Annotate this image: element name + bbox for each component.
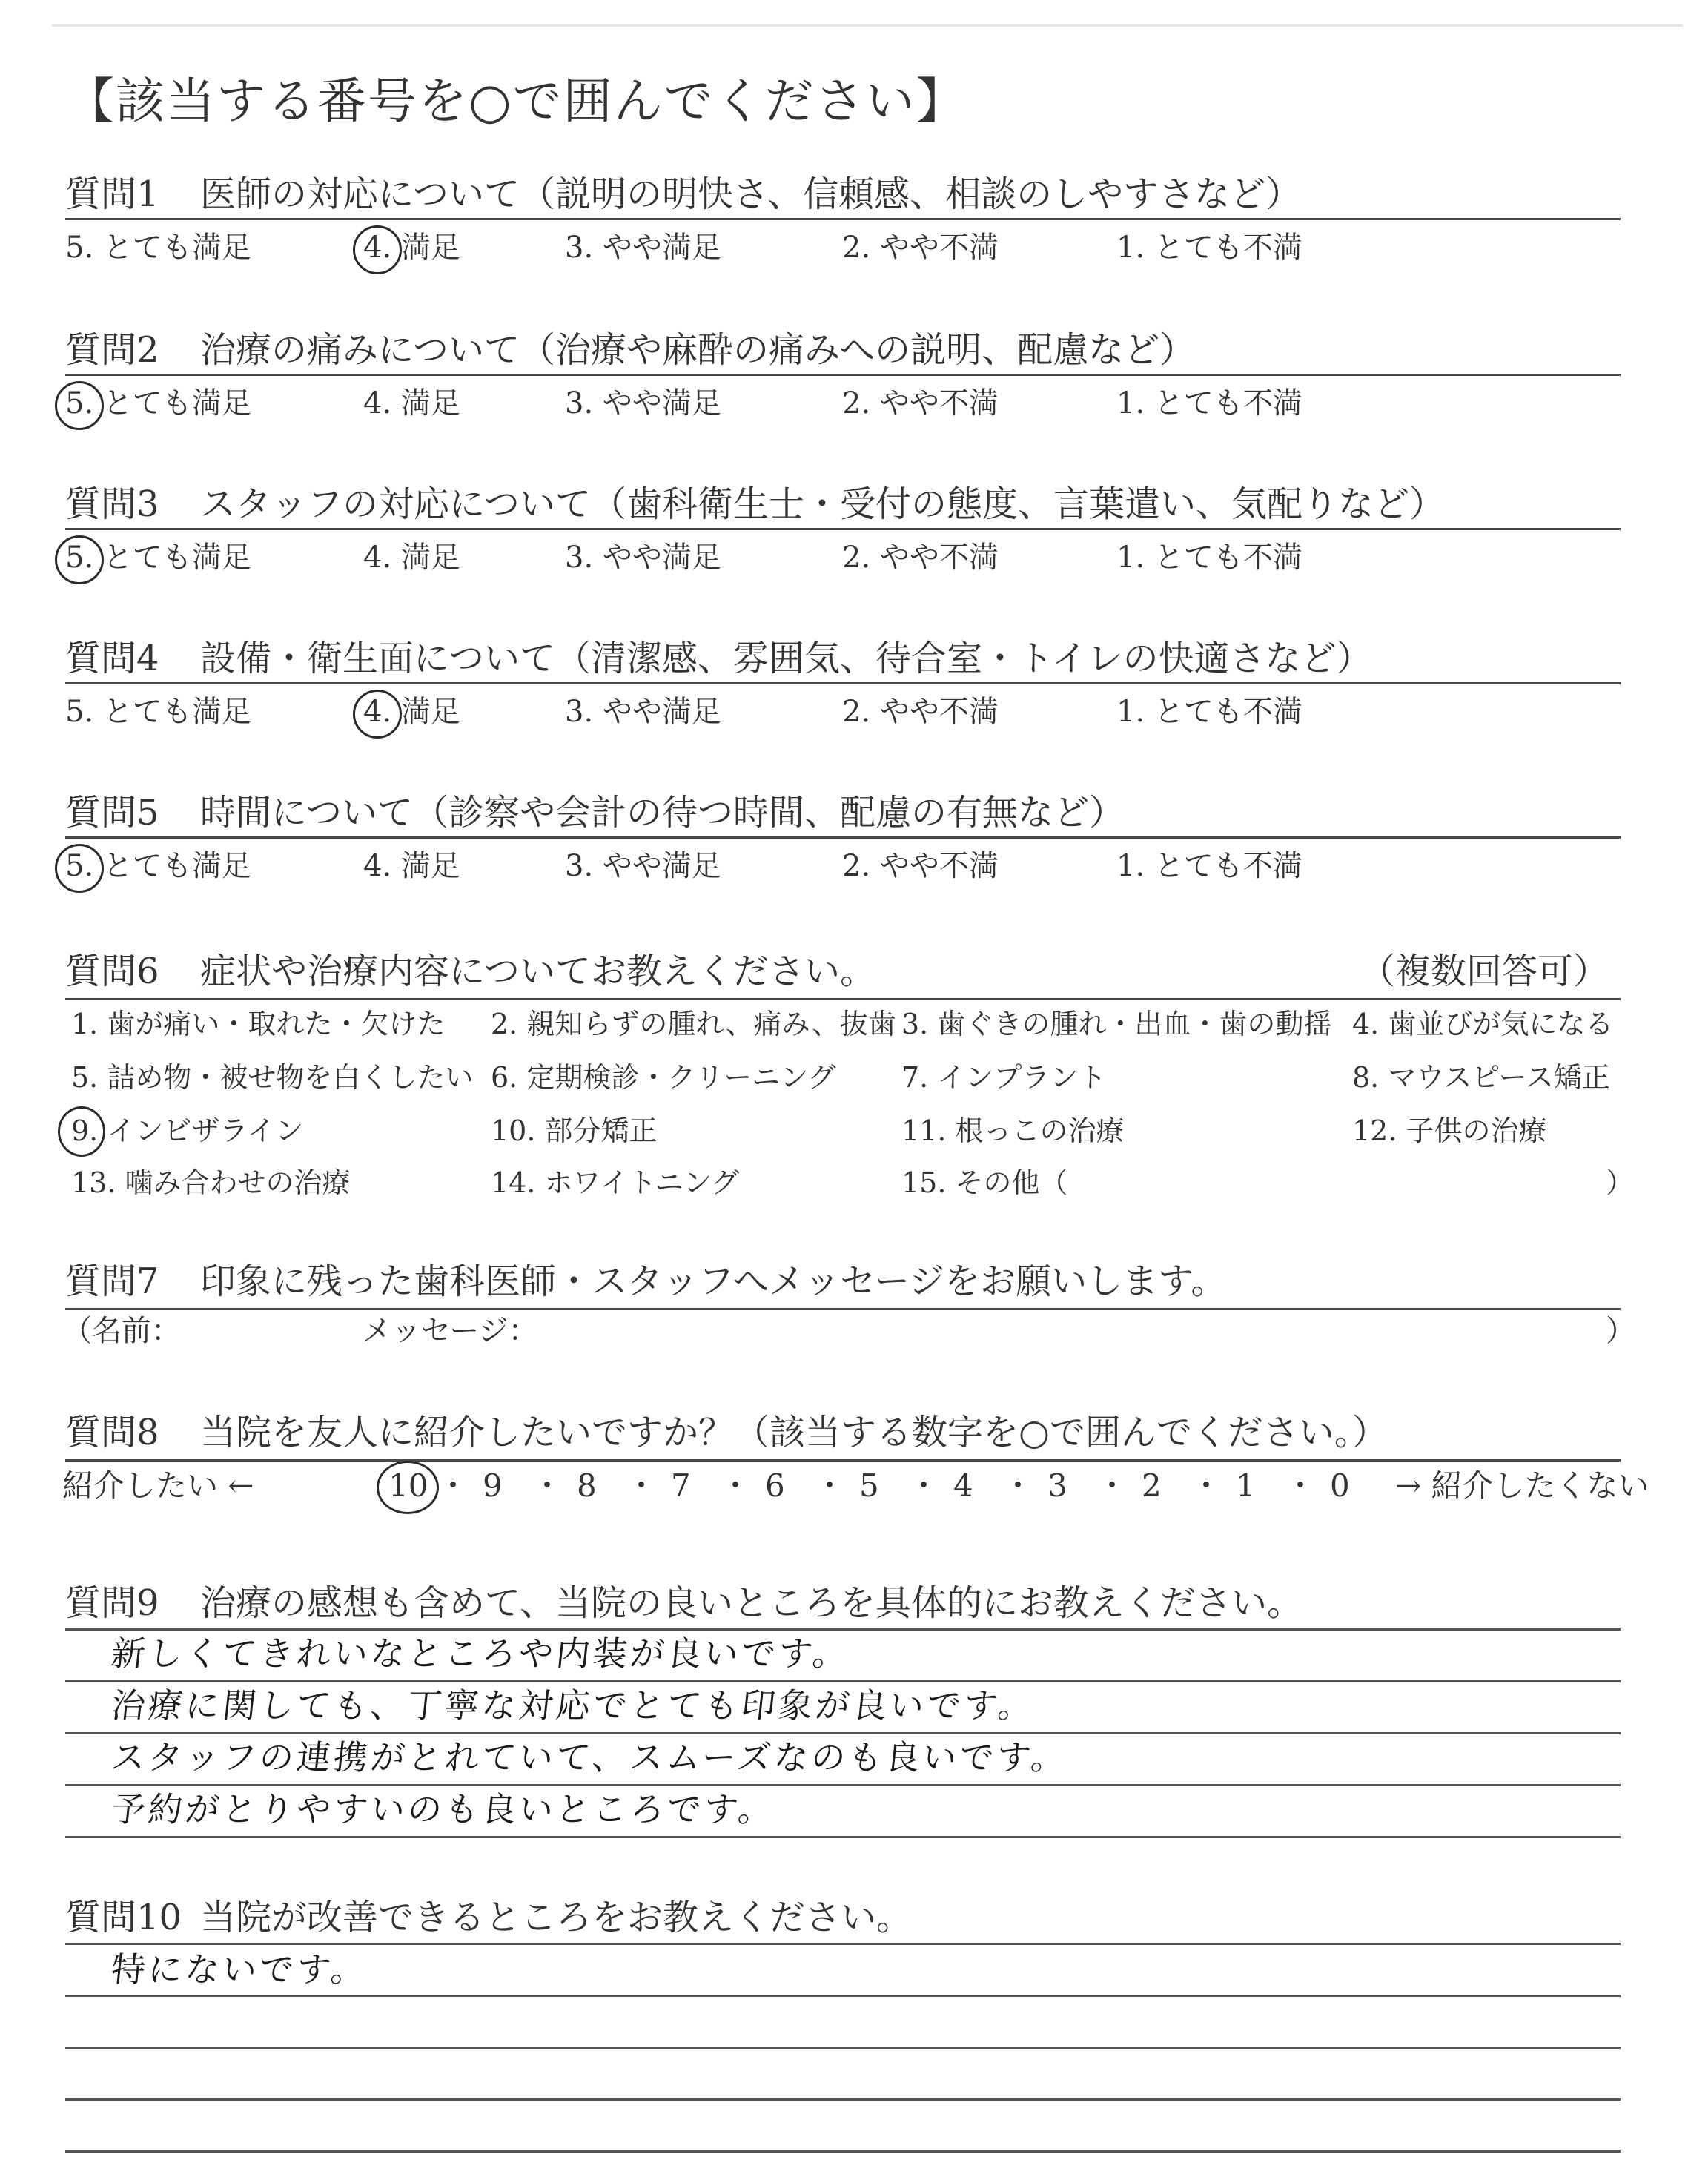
question-text: スタッフの対応について（歯科衛生士・受付の態度、言葉遣い、気配りなど） bbox=[200, 483, 1446, 525]
question-7-rule bbox=[65, 1308, 1621, 1310]
question-number: 質問4 bbox=[65, 638, 159, 679]
rating-option: 4. 満足 bbox=[363, 231, 460, 265]
symptom-option: 14. ホワイトニング bbox=[491, 1166, 740, 1199]
scale-separator: ・ bbox=[437, 1467, 469, 1504]
handwritten-answer: 特にないです。 bbox=[109, 1949, 371, 1989]
scale-value: 7 bbox=[671, 1467, 691, 1504]
rating-option: 2. やや不満 bbox=[842, 231, 999, 265]
symptom-option: 1. 歯が痛い・取れた・欠けた bbox=[71, 1008, 446, 1040]
rating-option: 5. とても満足 bbox=[65, 231, 251, 265]
symptom-option: 13. 噛み合わせの治療 bbox=[71, 1166, 351, 1199]
rating-option: 3. やや満足 bbox=[565, 695, 721, 729]
selected-circle bbox=[55, 535, 104, 584]
question-text: 印象に残った歯科医師・スタッフへメッセージをお願いします。 bbox=[200, 1261, 1227, 1302]
rating-option: 1. とても不満 bbox=[1116, 541, 1302, 575]
question-4-rule bbox=[65, 682, 1621, 684]
symptom-option: 5. 詰め物・被せ物を白くしたい bbox=[71, 1061, 474, 1094]
question-text: 症状や治療内容についてお教えください。 bbox=[200, 951, 876, 992]
question-7-heading bbox=[65, 1258, 1226, 1305]
scale-left-label: 紹介したい ← bbox=[62, 1467, 254, 1504]
answer-line bbox=[65, 2150, 1621, 2153]
scale-value: 2 bbox=[1142, 1467, 1162, 1504]
question-8-rule bbox=[65, 1459, 1621, 1462]
handwritten-answer: 予約がとりやすいのも良いところです。 bbox=[109, 1789, 778, 1829]
rating-option: 1. とても不満 bbox=[1116, 231, 1302, 265]
recommend-scale bbox=[62, 1465, 1649, 1510]
question-text: 当院を友人に紹介したいですか？（該当する数字を○で囲んでください。） bbox=[200, 1412, 1388, 1453]
question-number: 質問9 bbox=[65, 1582, 159, 1624]
question-8-heading bbox=[65, 1409, 1388, 1456]
answer-line bbox=[65, 2098, 1621, 2101]
symptom-option: 10. 部分矯正 bbox=[491, 1114, 658, 1147]
scale-separator: ・ bbox=[1096, 1467, 1128, 1504]
question-text: 当院が改善できるところをお教えください。 bbox=[200, 1897, 913, 1938]
scale-value: 9 bbox=[483, 1467, 503, 1504]
rating-option: 5. とても満足 bbox=[65, 541, 251, 575]
rating-option: 3. やや満足 bbox=[565, 386, 721, 420]
question-text: 設備・衛生面について（清潔感、雰囲気、待合室・トイレの快適さなど） bbox=[200, 638, 1372, 679]
question-text: 医師の対応について（説明の明快さ、信頼感、相談のしやすさなど） bbox=[200, 174, 1302, 215]
rating-option: 5. とても満足 bbox=[65, 695, 251, 729]
top-edge-line bbox=[52, 24, 1683, 27]
rating-option: 2. やや不満 bbox=[842, 849, 999, 883]
rating-option: 4. 満足 bbox=[363, 386, 460, 420]
answer-line bbox=[65, 1732, 1621, 1734]
selected-circle bbox=[55, 381, 104, 430]
symptom-option: 3. 歯ぐきの腫れ・出血・歯の動揺 bbox=[901, 1008, 1332, 1040]
answer-line bbox=[65, 1680, 1621, 1682]
question-3-heading bbox=[65, 480, 1445, 528]
scale-value: 1 bbox=[1236, 1467, 1256, 1504]
question-number: 質問7 bbox=[65, 1261, 159, 1302]
answer-line bbox=[65, 2047, 1621, 2049]
question-number: 質問5 bbox=[65, 792, 159, 833]
rating-option: 5. とても満足 bbox=[65, 849, 251, 883]
handwritten-answer: 新しくてきれいなところや内装が良いです。 bbox=[109, 1634, 853, 1674]
scale-value: 4 bbox=[953, 1467, 973, 1504]
question-number: 質問2 bbox=[65, 329, 159, 371]
question-6-heading bbox=[65, 948, 1609, 995]
symptom-option: 2. 親知らずの腫れ、痛み、抜歯 bbox=[491, 1008, 896, 1040]
rating-option: 3. やや満足 bbox=[565, 541, 721, 575]
scale-right-label: → 紹介したくない bbox=[1395, 1467, 1649, 1504]
rating-option: 2. やや不満 bbox=[842, 541, 999, 575]
scale-value: 8 bbox=[577, 1467, 597, 1504]
rating-option: 1. とても不満 bbox=[1116, 386, 1302, 420]
question-text: 時間について（診察や会計の待つ時間、配慮の有無など） bbox=[200, 792, 1125, 833]
question-number: 質問6 bbox=[65, 951, 159, 992]
name-label: （名前： bbox=[62, 1314, 181, 1348]
handwritten-answer: 治療に関しても、丁寧な対応でとても印象が良いです。 bbox=[109, 1685, 1038, 1725]
scale-separator: ・ bbox=[532, 1467, 563, 1504]
rating-options-row bbox=[65, 845, 1621, 890]
question-1-rule bbox=[65, 218, 1621, 220]
answer-line bbox=[65, 1836, 1621, 1838]
symptom-option: 9. インビザライン bbox=[71, 1114, 304, 1147]
symptom-option: 11. 根っこの治療 bbox=[901, 1114, 1125, 1147]
question-number: 質問8 bbox=[65, 1412, 159, 1453]
scale-separator: ・ bbox=[1285, 1467, 1317, 1504]
rating-option: 3. やや満足 bbox=[565, 231, 721, 265]
symptom-option: 8. マウスピース矯正 bbox=[1352, 1061, 1610, 1094]
scale-separator: ・ bbox=[1002, 1467, 1034, 1504]
handwritten-answer: スタッフの連携がとれていて、スムーズなのも良いです。 bbox=[109, 1737, 1070, 1777]
message-label: メッセージ： bbox=[362, 1314, 538, 1348]
rating-option: 5. とても満足 bbox=[65, 386, 251, 420]
selected-circle bbox=[58, 1106, 105, 1157]
answer-line bbox=[65, 1784, 1621, 1786]
symptom-option: 4. 歯並びが気になる bbox=[1352, 1008, 1614, 1040]
scale-value: 10 bbox=[388, 1467, 428, 1504]
scale-value: 3 bbox=[1047, 1467, 1068, 1504]
selected-circle bbox=[55, 844, 104, 893]
scale-value: 5 bbox=[859, 1467, 879, 1504]
question-2-heading bbox=[65, 326, 1195, 374]
symptom-option: 15. その他（ bbox=[901, 1166, 1068, 1199]
message-close-paren: ） bbox=[1606, 1314, 1635, 1348]
page-title: 【該当する番号を○で囲んでください】 bbox=[65, 73, 967, 130]
question-number: 質問3 bbox=[65, 483, 159, 525]
rating-options-row bbox=[65, 227, 1621, 271]
rating-option: 3. やや満足 bbox=[565, 849, 721, 883]
selected-circle bbox=[353, 225, 402, 274]
scale-value: 6 bbox=[765, 1467, 785, 1504]
rating-options-row bbox=[65, 383, 1621, 427]
scale-separator: ・ bbox=[720, 1467, 752, 1504]
answer-line bbox=[65, 1995, 1621, 1997]
question-5-rule bbox=[65, 836, 1621, 839]
multiple-answer-note: （複数回答可） bbox=[1360, 951, 1609, 992]
question-10-heading bbox=[65, 1894, 912, 1941]
question-2-rule bbox=[65, 374, 1621, 376]
rating-options-row bbox=[65, 537, 1621, 581]
symptom-option: 7. インプラント bbox=[901, 1061, 1107, 1094]
selected-circle bbox=[377, 1461, 439, 1514]
scale-separator: ・ bbox=[1191, 1467, 1222, 1504]
question-1-heading bbox=[65, 171, 1301, 218]
scale-separator: ・ bbox=[908, 1467, 940, 1504]
scale-separator: ・ bbox=[626, 1467, 658, 1504]
question-5-heading bbox=[65, 789, 1125, 836]
question-text: 治療の感想も含めて、当院の良いところを具体的にお教えください。 bbox=[200, 1582, 1303, 1624]
question-3-rule bbox=[65, 528, 1621, 530]
rating-option: 2. やや不満 bbox=[842, 695, 999, 729]
other-close-paren: ） bbox=[1606, 1166, 1635, 1199]
answer-line bbox=[65, 1943, 1621, 1945]
scale-value: 0 bbox=[1330, 1467, 1350, 1504]
question-text: 治療の痛みについて（治療や麻酔の痛みへの説明、配慮など） bbox=[200, 329, 1196, 371]
question-number: 質問1 bbox=[65, 174, 159, 215]
rating-option: 1. とても不満 bbox=[1116, 695, 1302, 729]
rating-option: 1. とても不満 bbox=[1116, 849, 1302, 883]
rating-option: 4. 満足 bbox=[363, 695, 460, 729]
question-9-heading bbox=[65, 1579, 1302, 1627]
selected-circle bbox=[353, 690, 402, 739]
symptom-option: 12. 子供の治療 bbox=[1352, 1114, 1547, 1147]
question-4-heading bbox=[65, 635, 1372, 682]
rating-option: 4. 満足 bbox=[363, 849, 460, 883]
rating-option: 4. 満足 bbox=[363, 541, 460, 575]
rating-options-row bbox=[65, 691, 1621, 736]
question-6-rule bbox=[65, 998, 1621, 1000]
symptom-option: 6. 定期検診・クリーニング bbox=[491, 1061, 836, 1094]
rating-option: 2. やや不満 bbox=[842, 386, 999, 420]
scale-separator: ・ bbox=[814, 1467, 846, 1504]
answer-line bbox=[65, 1628, 1621, 1631]
question-number: 質問10 bbox=[65, 1897, 182, 1938]
